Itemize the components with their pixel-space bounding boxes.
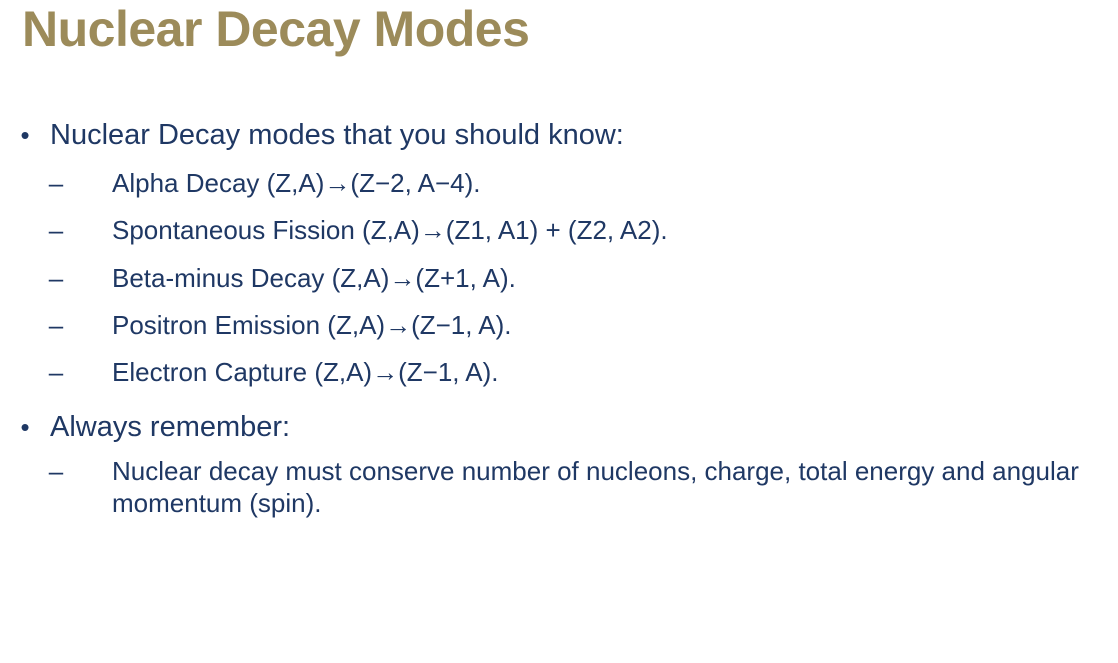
list-item-level1	[0, 118, 1118, 152]
dash-bullet-icon: –	[48, 356, 64, 387]
list-item-level2	[0, 263, 1118, 294]
dash-bullet-icon: –	[48, 309, 64, 340]
list-item-level2-label: Nuclear decay must conserve number of nucleons, charge, total energy and angular momentum (spin).	[112, 456, 1079, 518]
list-item-level2	[0, 310, 1118, 341]
list-item-level2	[0, 456, 1118, 518]
dash-bullet-icon: –	[48, 168, 64, 199]
list-item-level2	[0, 215, 1118, 246]
page-title: Nuclear Decay Modes	[22, 1, 530, 57]
list-item-level2-label: Positron Emission (Z,A)→(Z−1, A).	[112, 309, 512, 340]
list-item-level2-label: Beta-minus Decay (Z,A)→(Z+1, A).	[112, 262, 516, 293]
list-item-level2	[0, 168, 1118, 199]
bullet-icon: •	[20, 412, 30, 443]
list-item-level1-label: Nuclear Decay modes that you should know:	[50, 119, 624, 151]
dash-bullet-icon: –	[48, 215, 64, 246]
dash-bullet-icon: –	[48, 456, 64, 487]
list-item-level2-label: Spontaneous Fission (Z,A)→(Z1, A1) + (Z2, A2).	[112, 215, 668, 246]
slide-body	[0, 118, 1118, 537]
dash-bullet-icon: –	[48, 262, 64, 293]
list-item-level1-label: Always remember:	[50, 411, 291, 444]
sublist-group	[0, 168, 1118, 388]
list-item-level2-label: Electron Capture (Z,A)→(Z−1, A).	[112, 356, 499, 387]
bullet-icon: •	[20, 120, 30, 150]
list-item-level2	[0, 357, 1118, 388]
list-item-level1	[0, 410, 1118, 444]
list-item-level2-label: Alpha Decay (Z,A)→(Z−2, A−4).	[112, 168, 481, 199]
sublist-group	[0, 456, 1118, 518]
